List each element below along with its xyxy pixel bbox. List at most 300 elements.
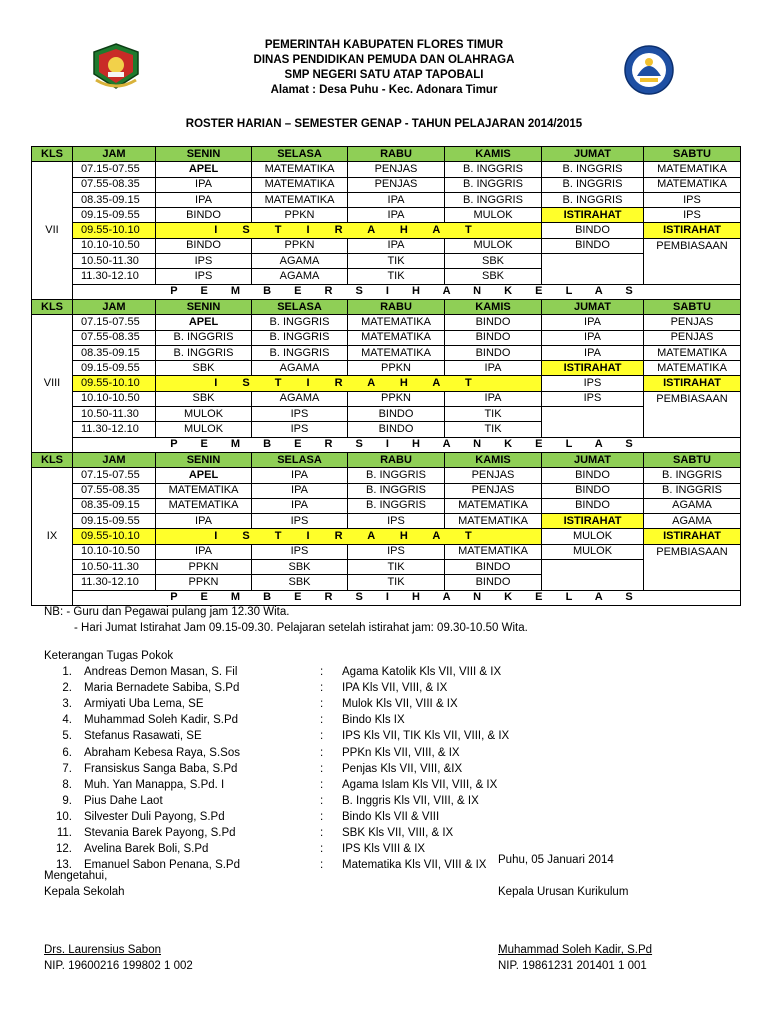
table-row xyxy=(32,422,741,437)
schedule-cell: PENJAS xyxy=(348,177,445,192)
schedule-cell: TIK xyxy=(348,575,445,590)
teacher-task: IPS Kls VIII & IX xyxy=(342,843,426,856)
column-header: RABU xyxy=(348,452,445,467)
schedule-cell: PENJAS xyxy=(445,468,542,483)
table-row xyxy=(32,162,741,177)
time-cell: 09.55-10.10 xyxy=(73,529,156,544)
schedule-cell xyxy=(542,254,644,269)
separator: : xyxy=(320,810,324,823)
time-cell: 10.10-10.50 xyxy=(73,238,156,253)
separator: : xyxy=(320,698,324,711)
schedule-cell: IPA xyxy=(252,498,348,513)
schedule-cell: SBK xyxy=(252,560,348,575)
schedule-cell: ISTIRAHAT xyxy=(542,361,644,376)
item-number: 4. xyxy=(62,714,72,727)
teacher-name: Stefanus Rasawati, SE xyxy=(84,730,202,743)
time-cell: 07.55-08.35 xyxy=(73,177,156,192)
schedule-cell xyxy=(644,575,741,590)
schedule-cell: MATEMATIKA xyxy=(252,177,348,192)
separator: : xyxy=(320,859,324,872)
teacher-task: Penjas Kls VII, VIII, &IX xyxy=(342,762,463,775)
time-cell: 08.35-09.15 xyxy=(73,498,156,513)
table-header-row xyxy=(32,299,741,314)
schedule-cell xyxy=(644,254,741,269)
column-header: SELASA xyxy=(252,147,348,162)
curriculum-head-nip: NIP. 19861231 201401 1 001 xyxy=(498,960,647,972)
teacher-task: B. Inggris Kls VII, VIII, & IX xyxy=(342,794,479,807)
separator: : xyxy=(320,682,324,695)
schedule-cell: BINDO xyxy=(445,345,542,360)
note-line-1: NB: - Guru dan Pegawai pulang jam 12.30 Wita. xyxy=(44,606,290,618)
teacher-name: Stevania Barek Payong, S.Pd xyxy=(84,827,236,840)
time-cell: 08.35-09.15 xyxy=(73,345,156,360)
column-header: JUMAT xyxy=(542,299,644,314)
schedule-cell: PPKN xyxy=(252,208,348,223)
schedule-cell: IPA xyxy=(156,177,252,192)
schedule-cell: BINDO xyxy=(348,422,445,437)
list-item xyxy=(44,712,509,728)
cleaning-banner: P E M B E R S I H A N K E L A S xyxy=(73,437,741,452)
header-line-school: SMP NEGERI SATU ATAP TAPOBALI xyxy=(284,69,484,81)
item-number: 1. xyxy=(62,666,72,679)
schedule-cell: B. INGGRIS xyxy=(252,330,348,345)
table-row xyxy=(32,330,741,345)
column-header: SABTU xyxy=(644,452,741,467)
schedule-cell: APEL xyxy=(156,315,252,330)
list-item xyxy=(44,857,509,873)
time-cell: 10.10-10.50 xyxy=(73,391,156,406)
time-cell: 10.50-11.30 xyxy=(73,407,156,422)
time-cell: 08.35-09.15 xyxy=(73,192,156,207)
roster-table xyxy=(31,146,741,606)
schedule-cell: IPA xyxy=(156,544,252,559)
teacher-name: Fransiskus Sanga Baba, S.Pd xyxy=(84,762,238,775)
schedule-cell: IPA xyxy=(348,192,445,207)
schedule-cell: ISTIRAHAT xyxy=(542,514,644,529)
item-number: 10. xyxy=(56,810,72,823)
schedule-cell: B. INGGRIS xyxy=(156,330,252,345)
schedule-cell: IPS xyxy=(252,422,348,437)
principal-name: Drs. Laurensius Sabon xyxy=(44,944,161,956)
teacher-task: Agama Katolik Kls VII, VIII & IX xyxy=(342,666,502,679)
separator: : xyxy=(320,666,324,679)
schedule-cell: IPS xyxy=(348,544,445,559)
schedule-cell: IPA xyxy=(542,315,644,330)
schedule-cell: MATEMATIKA xyxy=(644,177,741,192)
time-cell: 11.30-12.10 xyxy=(73,575,156,590)
table-row xyxy=(32,315,741,330)
schedule-cell xyxy=(542,422,644,437)
table-row xyxy=(32,391,741,406)
schedule-cell: ISTIRAHAT xyxy=(542,208,644,223)
table-row xyxy=(32,544,741,559)
schedule-cell: TIK xyxy=(348,269,445,284)
duty-list-title: Keterangan Tugas Pokok xyxy=(44,650,174,662)
schedule-cell: IPS xyxy=(348,514,445,529)
header-line-department: DINAS PENDIDIKAN PEMUDA DAN OLAHRAGA xyxy=(253,54,515,66)
table-row xyxy=(32,238,741,253)
schedule-cell-break: ISTIRAHAT xyxy=(644,223,741,238)
column-header: KAMIS xyxy=(445,147,542,162)
table-row xyxy=(32,514,741,529)
separator: : xyxy=(320,794,324,807)
schedule-cell: PENJAS xyxy=(644,330,741,345)
schedule-cell: IPA xyxy=(348,238,445,253)
list-item xyxy=(44,680,509,696)
time-cell: 09.55-10.10 xyxy=(73,376,156,391)
curriculum-head-name: Muhammad Soleh Kadir, S.Pd xyxy=(498,944,653,956)
schedule-cell: IPA xyxy=(252,468,348,483)
header-line-address: Alamat : Desa Puhu - Kec. Adonara Timur xyxy=(270,84,498,96)
column-header: JUMAT xyxy=(542,147,644,162)
table-row xyxy=(32,376,741,391)
schedule-cell-break: ISTIRAHAT xyxy=(644,529,741,544)
schedule-cell: APEL xyxy=(156,162,252,177)
schedule-cell-break: ISTIRAHAT xyxy=(644,376,741,391)
teacher-name: Muh. Yan Manappa, S.Pd. I xyxy=(84,778,225,791)
schedule-cell: PPKN xyxy=(252,238,348,253)
roster-title: ROSTER HARIAN – SEMESTER GENAP - TAHUN PELAJARAN 2014/2015 xyxy=(185,118,583,130)
column-header: JAM xyxy=(73,299,156,314)
column-header: RABU xyxy=(348,147,445,162)
schedule-cell: B. INGGRIS xyxy=(252,315,348,330)
teacher-task: Agama Islam Kls VII, VIII, & IX xyxy=(342,778,498,791)
item-number: 12. xyxy=(56,843,72,856)
schedule-cell: IPS xyxy=(156,269,252,284)
schedule-cell: MULOK xyxy=(542,544,644,559)
list-item xyxy=(44,728,509,744)
schedule-cell: PPKN xyxy=(348,391,445,406)
table-row xyxy=(32,208,741,223)
schedule-cell: IPA xyxy=(156,192,252,207)
schedule-cell: BINDO xyxy=(542,238,644,253)
principal-label: Kepala Sekolah xyxy=(44,886,125,898)
schedule-cell: AGAMA xyxy=(252,391,348,406)
teacher-task: Bindo Kls VII & VIII xyxy=(342,810,440,823)
cleaning-row xyxy=(32,437,741,452)
teacher-task: Mulok Kls VII, VIII & IX xyxy=(342,698,458,711)
list-item xyxy=(44,841,509,857)
header-line-government: PEMERINTAH KABUPATEN FLORES TIMUR xyxy=(264,39,504,51)
column-header: SENIN xyxy=(156,452,252,467)
schedule-cell: MATEMATIKA xyxy=(644,162,741,177)
schedule-cell: B. INGGRIS xyxy=(445,177,542,192)
column-header: SENIN xyxy=(156,147,252,162)
schedule-cell: SBK xyxy=(156,361,252,376)
schedule-cell: BINDO xyxy=(445,560,542,575)
schedule-cell xyxy=(542,560,644,575)
schedule-cell: AGAMA xyxy=(252,269,348,284)
list-item xyxy=(44,664,509,680)
teacher-task: PPKn Kls VII, VIII, & IX xyxy=(342,746,460,759)
schedule-cell xyxy=(542,575,644,590)
schedule-cell: BINDO xyxy=(542,223,644,238)
class-label: IX xyxy=(32,468,73,606)
list-item xyxy=(44,696,509,712)
list-item xyxy=(44,745,509,761)
schedule-cell: TIK xyxy=(348,560,445,575)
schedule-cell: B. INGGRIS xyxy=(348,468,445,483)
teacher-name: Abraham Kebesa Raya, S.Sos xyxy=(84,746,240,759)
separator: : xyxy=(320,843,324,856)
schedule-cell: PEMBIASAAN xyxy=(644,238,741,253)
column-header: KLS xyxy=(32,452,73,467)
schedule-cell: BINDO xyxy=(156,208,252,223)
column-header: SABTU xyxy=(644,147,741,162)
schedule-cell: MATEMATIKA xyxy=(252,192,348,207)
list-item xyxy=(44,777,509,793)
duty-list xyxy=(44,648,509,873)
time-cell: 09.15-09.55 xyxy=(73,514,156,529)
item-number: 6. xyxy=(62,746,72,759)
schedule-cell: BINDO xyxy=(348,407,445,422)
list-item xyxy=(44,793,509,809)
schedule-cell: AGAMA xyxy=(252,361,348,376)
schedule-cell xyxy=(644,269,741,284)
schedule-cell: BINDO xyxy=(542,468,644,483)
table-row xyxy=(32,223,741,238)
schedule-cell xyxy=(542,269,644,284)
table-row xyxy=(32,483,741,498)
time-cell: 07.15-07.55 xyxy=(73,468,156,483)
schedule-cell: MATEMATIKA xyxy=(156,498,252,513)
schedule-cell: MATEMATIKA xyxy=(644,361,741,376)
separator: : xyxy=(320,730,324,743)
separator: : xyxy=(320,778,324,791)
cleaning-banner: P E M B E R S I H A N K E L A S xyxy=(73,590,741,605)
schedule-cell: B. INGGRIS xyxy=(542,192,644,207)
time-cell: 11.30-12.10 xyxy=(73,269,156,284)
table-row xyxy=(32,192,741,207)
schedule-cell: B. INGGRIS xyxy=(252,345,348,360)
schedule-cell: MATEMATIKA xyxy=(445,498,542,513)
time-cell: 10.50-11.30 xyxy=(73,560,156,575)
item-number: 8. xyxy=(62,778,72,791)
schedule-cell: BINDO xyxy=(445,575,542,590)
column-header: JAM xyxy=(73,147,156,162)
time-cell: 10.50-11.30 xyxy=(73,254,156,269)
teacher-task: Bindo Kls IX xyxy=(342,714,405,727)
schedule-cell: TIK xyxy=(445,407,542,422)
table-row xyxy=(32,254,741,269)
teacher-task: IPS Kls VII, TIK Kls VII, VIII, & IX xyxy=(342,730,510,743)
schedule-cell: SBK xyxy=(445,269,542,284)
acknowledged-label: Mengetahui, xyxy=(44,870,108,882)
schedule-cell: B. INGGRIS xyxy=(348,483,445,498)
schedule-cell: PPKN xyxy=(156,575,252,590)
teacher-name: Silvester Duli Payong, S.Pd xyxy=(84,810,225,823)
schedule-cell: IPS xyxy=(252,407,348,422)
schedule-cell: IPS xyxy=(252,514,348,529)
schedule-cell: IPA xyxy=(542,345,644,360)
schedule-cell: PENJAS xyxy=(348,162,445,177)
teacher-task: Matematika Kls VII, VIII & IX xyxy=(342,859,487,872)
schedule-cell: PPKN xyxy=(348,361,445,376)
schedule-cell: BINDO xyxy=(156,238,252,253)
item-number: 9. xyxy=(62,794,72,807)
school-header xyxy=(0,38,768,98)
list-item xyxy=(44,761,509,777)
time-cell: 09.55-10.10 xyxy=(73,223,156,238)
schedule-cell: MATEMATIKA xyxy=(445,544,542,559)
place-date: Puhu, 05 Januari 2014 xyxy=(498,854,614,866)
time-cell: 07.55-08.35 xyxy=(73,330,156,345)
schedule-cell: MULOK xyxy=(445,208,542,223)
teacher-name: Maria Bernadete Sabiba, S.Pd xyxy=(84,682,240,695)
table-row xyxy=(32,361,741,376)
cleaning-banner: P E M B E R S I H A N K E L A S xyxy=(73,284,741,299)
schedule-cell: MULOK xyxy=(156,422,252,437)
break-banner: I S T I R A H A T xyxy=(156,376,542,391)
break-banner: I S T I R A H A T xyxy=(156,529,542,544)
schedule-cell: MATEMATIKA xyxy=(252,162,348,177)
teacher-name: Armiyati Uba Lema, SE xyxy=(84,698,204,711)
item-number: 3. xyxy=(62,698,72,711)
column-header: SENIN xyxy=(156,299,252,314)
schedule-cell: IPS xyxy=(542,376,644,391)
schedule-cell xyxy=(644,407,741,422)
time-cell: 10.10-10.50 xyxy=(73,544,156,559)
class-label: VIII xyxy=(32,315,73,453)
teacher-task: IPA Kls VII, VIII, & IX xyxy=(342,682,448,695)
class-label: VII xyxy=(32,162,73,300)
schedule-cell: PEMBIASAAN xyxy=(644,391,741,406)
schedule-cell xyxy=(644,560,741,575)
column-header: KAMIS xyxy=(445,452,542,467)
list-item xyxy=(44,825,509,841)
schedule-cell: IPS xyxy=(644,208,741,223)
schedule-cell: AGAMA xyxy=(644,514,741,529)
teacher-name: Emanuel Sabon Penana, S.Pd xyxy=(84,859,241,872)
note-line-2: - Hari Jumat Istirahat Jam 09.15-09.30. Pelajaran setelah istirahat jam: 09.30-10.50 Wita. xyxy=(74,622,528,634)
schedule-cell: SBK xyxy=(156,391,252,406)
list-item xyxy=(44,809,509,825)
column-header: SELASA xyxy=(252,452,348,467)
schedule-cell: MATEMATIKA xyxy=(156,483,252,498)
schedule-cell: MATEMATIKA xyxy=(348,330,445,345)
schedule-cell: MATEMATIKA xyxy=(644,345,741,360)
time-cell: 09.15-09.55 xyxy=(73,361,156,376)
schedule-cell: BINDO xyxy=(542,498,644,513)
column-header: KAMIS xyxy=(445,299,542,314)
schedule-cell: IPA xyxy=(252,483,348,498)
break-banner: I S T I R A H A T xyxy=(156,223,542,238)
cleaning-row xyxy=(32,284,741,299)
column-header: KLS xyxy=(32,299,73,314)
schedule-cell: B. INGGRIS xyxy=(644,468,741,483)
schedule-cell: TIK xyxy=(348,254,445,269)
separator: : xyxy=(320,714,324,727)
teacher-name: Pius Dahe Laot xyxy=(84,794,163,807)
separator: : xyxy=(320,827,324,840)
schedule-cell: PENJAS xyxy=(644,315,741,330)
schedule-cell: B. INGGRIS xyxy=(348,498,445,513)
schedule-cell: MATEMATIKA xyxy=(348,345,445,360)
teacher-task: SBK Kls VII, VIII, & IX xyxy=(342,827,454,840)
schedule-cell: B. INGGRIS xyxy=(542,177,644,192)
item-number: 13. xyxy=(56,859,72,872)
table-row xyxy=(32,529,741,544)
schedule-cell: IPS xyxy=(252,544,348,559)
teacher-name: Muhammad Soleh Kadir, S.Pd xyxy=(84,714,239,727)
table-row xyxy=(32,468,741,483)
schedule-cell: BINDO xyxy=(445,315,542,330)
column-header: SELASA xyxy=(252,299,348,314)
schedule-cell: PEMBIASAAN xyxy=(644,544,741,559)
schedule-cell: SBK xyxy=(445,254,542,269)
schedule-cell: B. INGGRIS xyxy=(156,345,252,360)
time-cell: 07.15-07.55 xyxy=(73,315,156,330)
column-header: SABTU xyxy=(644,299,741,314)
schedule-cell: AGAMA xyxy=(252,254,348,269)
schedule-cell: MATEMATIKA xyxy=(348,315,445,330)
schedule-cell: MATEMATIKA xyxy=(445,514,542,529)
table-row xyxy=(32,407,741,422)
schedule-cell: IPA xyxy=(542,330,644,345)
column-header: RABU xyxy=(348,299,445,314)
table-row xyxy=(32,177,741,192)
principal-nip: NIP. 19600216 199802 1 002 xyxy=(44,960,193,972)
schedule-cell: IPS xyxy=(644,192,741,207)
schedule-cell: TIK xyxy=(445,422,542,437)
schedule-cell: B. INGGRIS xyxy=(445,192,542,207)
schedule-cell: APEL xyxy=(156,468,252,483)
column-header: JAM xyxy=(73,452,156,467)
table-row xyxy=(32,575,741,590)
schedule-cell: BINDO xyxy=(445,330,542,345)
schedule-cell: B. INGGRIS xyxy=(644,483,741,498)
teacher-name: Andreas Demon Masan, S. Fil xyxy=(84,666,238,679)
item-number: 2. xyxy=(62,682,72,695)
separator: : xyxy=(320,746,324,759)
time-cell: 07.55-08.35 xyxy=(73,483,156,498)
notes xyxy=(44,604,528,636)
curriculum-head-label: Kepala Urusan Kurikulum xyxy=(498,886,629,898)
schedule-cell xyxy=(542,407,644,422)
schedule-cell: B. INGGRIS xyxy=(445,162,542,177)
schedule-cell: IPA xyxy=(156,514,252,529)
schedule-cell: PENJAS xyxy=(445,483,542,498)
schedule-cell: MULOK xyxy=(156,407,252,422)
schedule-cell: AGAMA xyxy=(644,498,741,513)
schedule-cell: IPS xyxy=(542,391,644,406)
item-number: 7. xyxy=(62,762,72,775)
schedule-cell: PPKN xyxy=(156,560,252,575)
item-number: 11. xyxy=(56,827,72,840)
item-number: 5. xyxy=(62,730,72,743)
time-cell: 07.15-07.55 xyxy=(73,162,156,177)
teacher-name: Avelina Barek Boli, S.Pd xyxy=(84,843,209,856)
time-cell: 11.30-12.10 xyxy=(73,422,156,437)
table-header-row xyxy=(32,452,741,467)
schedule-cell: BINDO xyxy=(542,483,644,498)
table-row xyxy=(32,345,741,360)
time-cell: 09.15-09.55 xyxy=(73,208,156,223)
table-row xyxy=(32,498,741,513)
schedule-cell: IPA xyxy=(348,208,445,223)
schedule-cell: IPA xyxy=(445,361,542,376)
schedule-cell: SBK xyxy=(252,575,348,590)
table-row xyxy=(32,269,741,284)
schedule-cell: IPA xyxy=(445,391,542,406)
column-header: KLS xyxy=(32,147,73,162)
schedule-cell: MULOK xyxy=(445,238,542,253)
schedule-cell: IPS xyxy=(156,254,252,269)
schedule-cell: MULOK xyxy=(542,529,644,544)
separator: : xyxy=(320,762,324,775)
schedule-cell xyxy=(644,422,741,437)
schedule-cell: B. INGGRIS xyxy=(542,162,644,177)
